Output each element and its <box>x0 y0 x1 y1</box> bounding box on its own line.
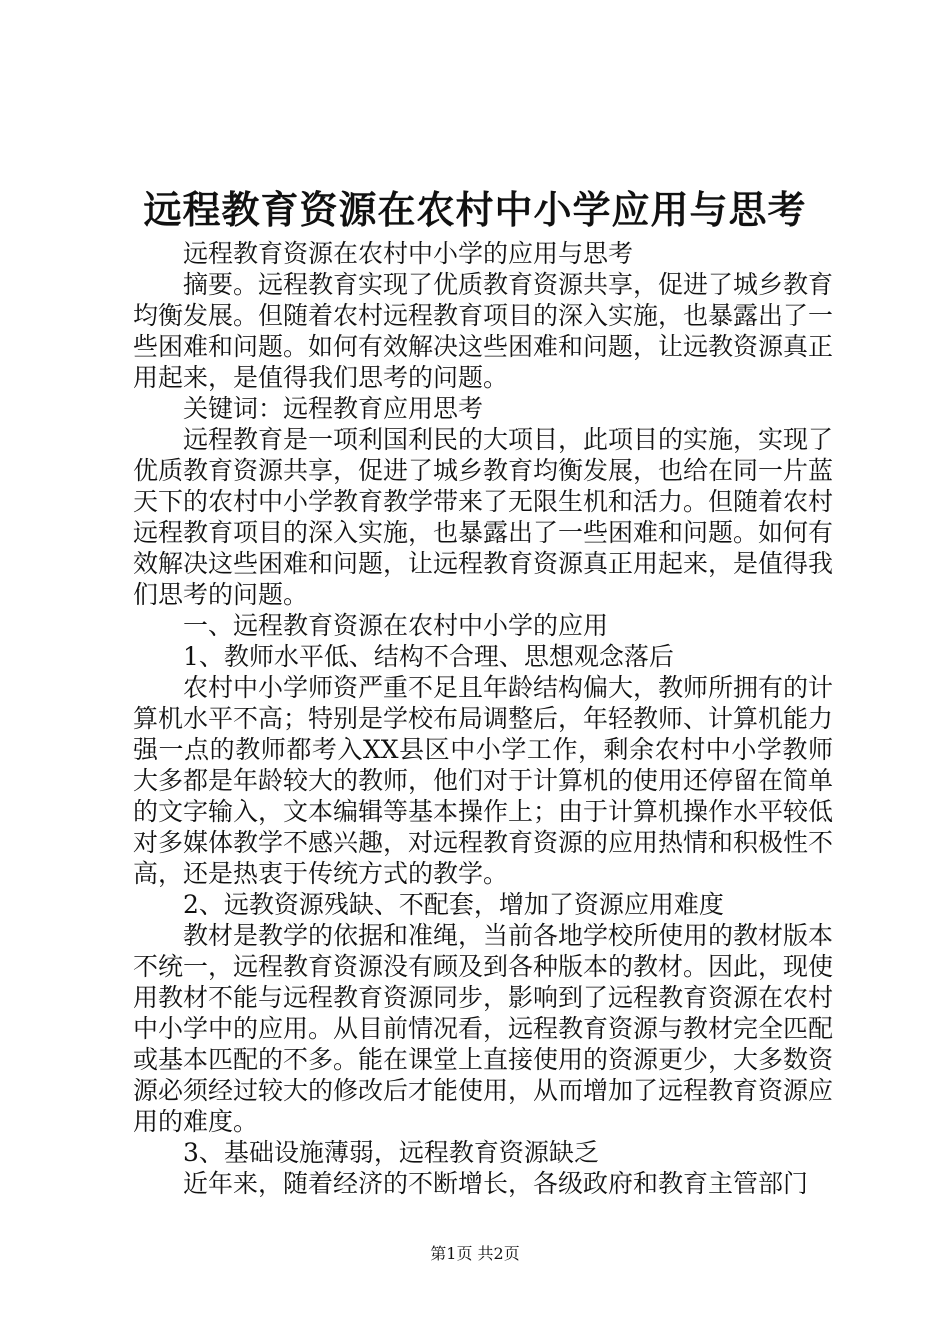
intro-paragraph: 远程教育是一项利国利民的大项目，此项目的实施，实现了优质教育资源共享，促进了城乡教育均衡发展，也给在同一片蓝天下的农村中小学教育教学带来了无限生机和活力。但随着农村远程教育项目的深入实施，也暴露出了一些困难和问题。如何有效解决这些困难和问题，让远程教育资源真正用起来，是值得我们思考的问题。 <box>133 425 834 609</box>
body-paragraph: 教材是教学的依据和准绳，当前各地学校所使用的教材版本不统一，远程教育资源没有顾及到各种版本的教材。因此，现使用教材不能与远程教育资源同步，影响到了远程教育资源在农村中小学中的应用。从目前情况看，远程教育资源与教材完全匹配或基本匹配的不多。能在课堂上直接使用的资源更少，大多数资源必须经过较大的修改后才能使用，从而增加了远程教育资源应用的难度。 <box>133 921 834 1136</box>
keywords-paragraph: 关键词：远程教育应用思考 <box>183 394 484 423</box>
body-paragraph: 农村中小学师资严重不足且年龄结构偏大，教师所拥有的计算机水平不高；特别是学校布局调整后，年轻教师、计算机能力强一点的教师都考入XX县区中小学工作，剩余农村中小学教师大多都是年龄较大的教师，他们对于计算机的使用还停留在简单的文字输入，文本编辑等基本操作上；由于计算机操作水平较低对多媒体教学不感兴趣，对远程教育资源的应用热情和积极性不高，还是热衷于传统方式的教学。 <box>133 673 834 888</box>
section-heading-1: 一、远程教育资源在农村中小学的应用 <box>183 611 609 640</box>
subsection-heading-3: 3、基础设施薄弱，远程教育资源缺乏 <box>183 1138 599 1167</box>
page-footer: 第1页 共2页 <box>430 1244 520 1263</box>
document-body <box>133 238 833 1199</box>
document-title: 远程教育资源在农村中小学应用与思考 <box>143 187 807 232</box>
abstract-paragraph: 摘要。远程教育实现了优质教育资源共享，促进了城乡教育均衡发展。但随着农村远程教育项目的深入实施，也暴露出了一些困难和问题。如何有效解决这些困难和问题，让远教资源真正用起来，是值得我们思考的问题。 <box>133 270 834 392</box>
subtitle-paragraph: 远程教育资源在农村中小学的应用与思考 <box>183 239 634 268</box>
subsection-heading-1: 1、教师水平低、结构不合理、思想观念落后 <box>183 642 674 671</box>
body-paragraph: 近年来，随着经济的不断增长，各级政府和教育主管部门 <box>183 1169 809 1198</box>
subsection-heading-2: 2、远教资源残缺、不配套，增加了资源应用难度 <box>183 890 724 919</box>
